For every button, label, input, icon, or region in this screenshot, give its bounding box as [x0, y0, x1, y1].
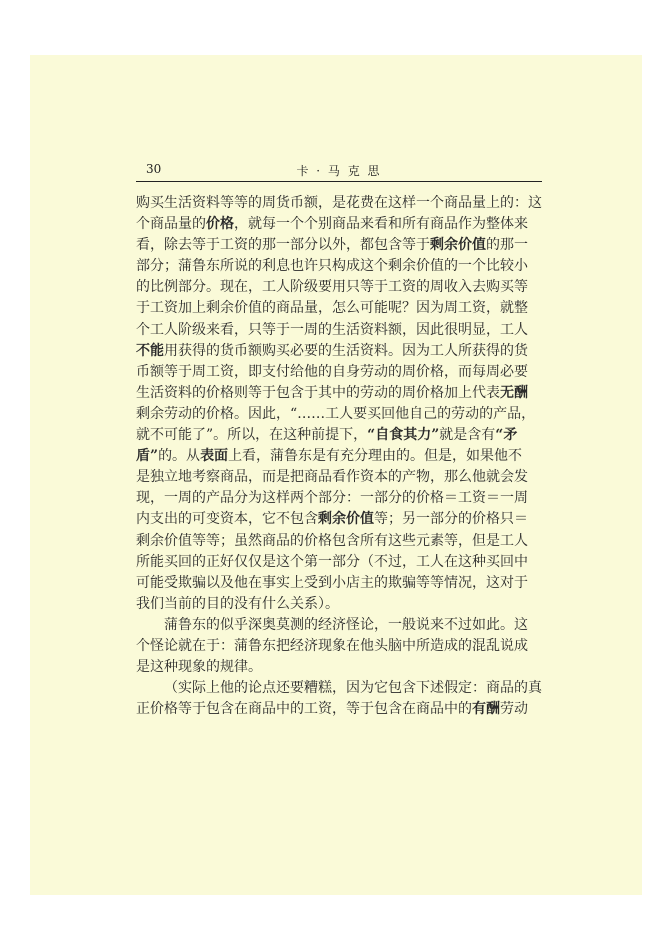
text-run: 于工资加上剩余价值的商品量，怎么可能呢？因为周工资，就整 [136, 300, 528, 317]
text-line [136, 657, 542, 678]
text-run: 个怪论就在于：蒲鲁东把经济现象在他头脑中所造成的混乱说成 [136, 637, 528, 654]
text-run: ，就每一个个别商品来看和所有商品作为整体来 [234, 216, 528, 233]
emphasized-text: 价格 [206, 216, 234, 233]
emphasized-text: 表面 [200, 448, 229, 465]
text-run: 正价格等于包含在商品中的工资，等于包含在商品中的 [136, 701, 472, 718]
text-run: 上看，蒲鲁东是有充分理由的。但是，如果他不 [228, 448, 523, 465]
text-run: 是这种现象的规律。 [136, 659, 262, 676]
emphasized-text: 无酬 [500, 384, 528, 401]
text-line [136, 678, 542, 699]
text-line [136, 277, 542, 298]
text-line [136, 446, 542, 467]
text-line [136, 573, 542, 594]
text-line [136, 214, 542, 235]
text-run: 个工人阶级来看，只等于一周的生活资料额，因此很明显，工人 [136, 321, 528, 338]
text-run: 劳动 [500, 701, 528, 718]
emphasized-text: 盾” [136, 448, 159, 465]
text-run: 个商品量的 [136, 216, 206, 233]
text-run: 可能受欺骗以及他在事实上受到小店主的欺骗等等情况，这对于 [136, 574, 528, 591]
text-run: 的那一 [486, 237, 528, 254]
text-run: 就不可能了”。所以，在这种前提下， [136, 427, 368, 444]
emphasized-text: 不能 [136, 342, 164, 359]
text-run: 的。从 [158, 448, 201, 465]
text-run: 内支出的可变资本，它不包含 [136, 511, 318, 528]
emphasized-text: “矛 [495, 427, 518, 444]
text-run: 所能买回的正好仅仅是这个第一部分（不过，工人在这种买回中 [136, 553, 528, 570]
emphasized-text: 有酬 [472, 701, 500, 718]
emphasized-text: 剩余价值 [318, 511, 374, 528]
text-line [136, 615, 542, 636]
text-run: （实际上他的论点还要糟糕，因为它包含下述假定：商品的真 [164, 680, 542, 697]
text-line [136, 425, 542, 446]
text-line [136, 531, 542, 552]
page-number: 30 [146, 162, 162, 176]
emphasized-text: “自食其力” [367, 427, 440, 444]
text-line [136, 636, 542, 657]
text-line [136, 341, 542, 362]
text-line [136, 594, 542, 615]
text-line [136, 488, 542, 509]
text-run: 我们当前的目的没有什么关系）。 [136, 595, 339, 612]
emphasized-text: 剩余价值 [430, 237, 486, 254]
text-run: 看，除去等于工资的那一部分以外，都包含等于 [136, 237, 430, 254]
text-line [136, 552, 542, 573]
text-run: 蒲鲁东的似乎深奥莫测的经济怪论，一般说来不过如此。这 [164, 616, 528, 633]
text-run: 剩余价值等等；虽然商品的价格包含所有这些元素等，但是工人 [136, 532, 528, 549]
page-header [136, 161, 542, 182]
text-line [136, 193, 542, 214]
text-line [136, 256, 542, 277]
text-run: 用获得的货币额购买必要的生活资料。因为工人所获得的货 [164, 342, 528, 359]
text-line [136, 699, 542, 720]
text-run: 购买生活资料等等的周货币额，是花费在这样一个商品量上的：这 [136, 195, 542, 211]
text-run: 就是含有 [439, 427, 496, 444]
running-title: 卡 · 马 克 思 [296, 164, 382, 178]
text-line [136, 467, 542, 488]
body-text [136, 193, 542, 720]
text-run: 现，一周的产品分为这样两个部分：一部分的价格＝工资＝一周 [136, 490, 528, 507]
text-line [136, 320, 542, 341]
text-line [136, 298, 542, 319]
text-run: 生活资料的价格则等于包含于其中的劳动的周价格加上代表 [136, 384, 500, 401]
text-line [136, 235, 542, 256]
text-run: 等；另一部分的价格只＝ [374, 511, 528, 528]
text-run: 剩余劳动的价格。因此，“……工人要买回他自己的劳动的产品， [136, 405, 536, 422]
text-run: 币额等于周工资，即支付给他的自身劳动的周价格，而每周必要 [136, 363, 528, 380]
text-run: 的比例部分。现在，工人阶级要用只等于工资的周收入去购买等 [136, 279, 528, 296]
text-run: 部分；蒲鲁东所说的利息也许只构成这个剩余价值的一个比较小 [136, 258, 528, 275]
text-line [136, 509, 542, 530]
text-line [136, 362, 542, 383]
text-line [136, 383, 542, 404]
text-line [136, 404, 542, 425]
text-run: 是独立地考察商品，而是把商品看作资本的产物，那么他就会发 [136, 469, 528, 486]
